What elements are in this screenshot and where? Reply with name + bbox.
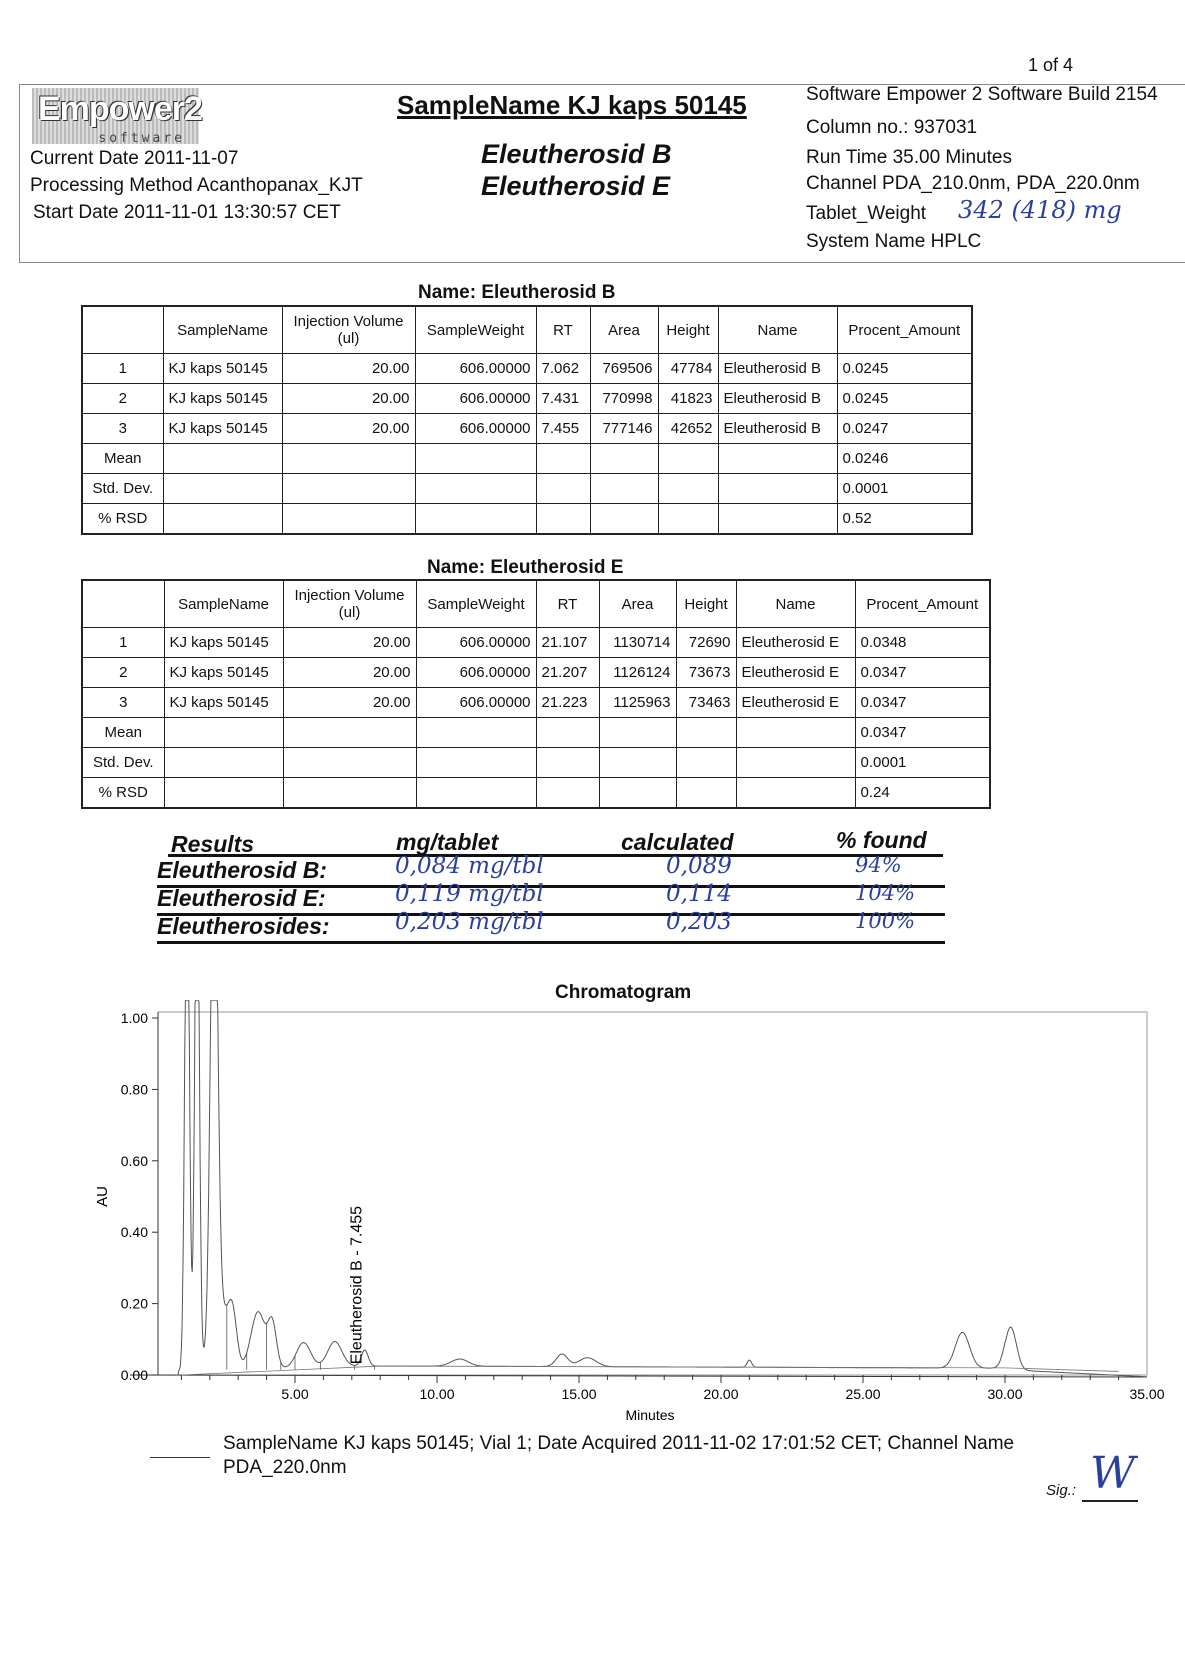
x-tick-label: 25.00 — [845, 1386, 881, 1402]
table-cell: Eleutherosid B — [718, 414, 837, 444]
table-cell: 606.00000 — [415, 384, 536, 414]
empty-cell — [599, 718, 676, 748]
column-header: RT — [536, 306, 590, 354]
table-cell: 7.431 — [536, 384, 590, 414]
empty-cell — [736, 778, 855, 809]
empty-cell — [282, 444, 415, 474]
result-found: 94% — [855, 853, 902, 877]
column-header: Injection Volume (ul) — [283, 580, 416, 628]
empty-cell — [599, 778, 676, 809]
table-cell: 1126124 — [599, 658, 676, 688]
results-table-eleutherosid-b — [81, 305, 973, 535]
empty-cell — [416, 718, 536, 748]
stats-label: Mean — [82, 444, 163, 474]
column-header: Injection Volume (ul) — [282, 306, 415, 354]
y-tick-label: 0.60 — [120, 1152, 148, 1169]
column-header: Area — [590, 306, 658, 354]
signature-mark: W — [1090, 1448, 1136, 1499]
table-row — [82, 384, 972, 414]
table-cell: 2 — [82, 384, 163, 414]
result-label: Eleutherosides: — [157, 913, 330, 939]
compound-e: Eleutherosid E — [481, 171, 671, 201]
table-cell: 3 — [82, 688, 164, 718]
stats-value: 0.52 — [837, 504, 972, 535]
y-tick-label: 0.40 — [120, 1224, 148, 1241]
empty-cell — [590, 444, 658, 474]
result-found: 104% — [855, 881, 916, 905]
empty-cell — [536, 778, 599, 809]
empty-cell — [718, 444, 837, 474]
empty-cell — [415, 504, 536, 535]
stats-row — [82, 444, 972, 474]
processing-method: Processing Method Acanthopanax_KJT — [30, 175, 363, 196]
table-cell: 1 — [82, 628, 164, 658]
x-tick-label: 10.00 — [419, 1386, 455, 1402]
table-cell: 42652 — [658, 414, 718, 444]
result-mg-tablet: 0,084 mg/tbl — [395, 853, 544, 879]
column-header: SampleWeight — [416, 580, 536, 628]
result-calculated: 0,203 — [666, 909, 732, 935]
table-row — [82, 688, 990, 718]
page-indicator: 1 of 4 — [1027, 55, 1073, 75]
stats-value: 0.0001 — [855, 748, 990, 778]
compound-b: Eleutherosid B — [481, 139, 672, 169]
column-header: Name — [736, 580, 855, 628]
empty-cell — [676, 778, 736, 809]
calculated-header: calculated — [621, 829, 734, 855]
table-cell: 47784 — [658, 354, 718, 384]
column-header: SampleWeight — [415, 306, 536, 354]
empower-logo: Empower2 software — [32, 88, 199, 144]
signature-line — [1082, 1500, 1138, 1502]
empty-cell — [536, 504, 590, 535]
empty-cell — [536, 748, 599, 778]
table-cell: 777146 — [590, 414, 658, 444]
empty-cell — [658, 444, 718, 474]
result-calculated: 0,114 — [666, 881, 732, 907]
table-cell: Eleutherosid B — [718, 354, 837, 384]
table-cell: 21.223 — [536, 688, 599, 718]
results-header: Results — [171, 831, 255, 857]
empty-cell — [163, 504, 282, 535]
table-cell: 770998 — [590, 384, 658, 414]
peak-annotation: Eleutherosid B - 7.455 — [348, 1205, 366, 1365]
empty-cell — [416, 748, 536, 778]
empty-cell — [718, 474, 837, 504]
stats-label: % RSD — [82, 504, 163, 535]
table-cell: 0.0245 — [837, 354, 972, 384]
tablet-weight-handwritten: 342 (418) mg — [958, 196, 1122, 224]
y-axis-label: AU — [94, 1186, 111, 1207]
y-tick-label: 0.80 — [120, 1081, 148, 1098]
result-calculated: 0,089 — [666, 853, 732, 879]
table-cell: 7.062 — [536, 354, 590, 384]
table-cell: 606.00000 — [415, 354, 536, 384]
table-cell: KJ kaps 50145 — [163, 414, 282, 444]
column-header: Name — [718, 306, 837, 354]
stats-row — [82, 778, 990, 809]
empty-cell — [718, 504, 837, 535]
x-tick-label: 30.00 — [987, 1386, 1023, 1402]
table-header-row — [82, 306, 972, 354]
table-cell: 0.0348 — [855, 628, 990, 658]
table-row — [82, 658, 990, 688]
result-mg-tablet: 0,119 mg/tbl — [395, 881, 544, 907]
table-cell: 0.0247 — [837, 414, 972, 444]
empty-cell — [590, 474, 658, 504]
column-header: Procent_Amount — [855, 580, 990, 628]
table-cell: KJ kaps 50145 — [163, 354, 282, 384]
empty-cell — [676, 748, 736, 778]
empty-cell — [415, 444, 536, 474]
table-cell: KJ kaps 50145 — [164, 658, 283, 688]
found-header: % found — [836, 827, 927, 853]
stats-row — [82, 718, 990, 748]
chromatogram-trace — [176, 1000, 1147, 1377]
column-header — [82, 580, 164, 628]
table-cell: 73673 — [676, 658, 736, 688]
result-found: 100% — [855, 909, 916, 933]
start-date: Start Date 2011-11-01 13:30:57 CET — [33, 202, 341, 223]
empty-cell — [736, 748, 855, 778]
table-cell: 21.107 — [536, 628, 599, 658]
empty-cell — [283, 748, 416, 778]
table-cell: 1130714 — [599, 628, 676, 658]
column-header: Height — [658, 306, 718, 354]
empty-cell — [282, 474, 415, 504]
empty-cell — [283, 778, 416, 809]
empty-cell — [736, 718, 855, 748]
x-tick-label: 35.00 — [1129, 1386, 1165, 1402]
table-cell: 1 — [82, 354, 163, 384]
x-tick-label: 20.00 — [703, 1386, 739, 1402]
empty-cell — [415, 474, 536, 504]
sample-title: SampleName KJ kaps 50145 — [397, 90, 747, 120]
stats-label: Mean — [82, 718, 164, 748]
column-header: Area — [599, 580, 676, 628]
table-cell: 7.455 — [536, 414, 590, 444]
table-header-row — [82, 580, 990, 628]
table-cell: KJ kaps 50145 — [164, 688, 283, 718]
empty-cell — [536, 718, 599, 748]
result-mg-tablet: 0,203 mg/tbl — [395, 909, 544, 935]
table-cell: 20.00 — [283, 628, 416, 658]
tablet-weight-label: Tablet_Weight — [806, 203, 927, 224]
table-cell: 21.207 — [536, 658, 599, 688]
table-cell: 20.00 — [283, 688, 416, 718]
y-tick-label: 1.00 — [120, 1010, 148, 1026]
table-cell: 2 — [82, 658, 164, 688]
results-table-eleutherosid-e — [81, 579, 991, 809]
empty-cell — [676, 718, 736, 748]
column-header: SampleName — [164, 580, 283, 628]
empty-cell — [164, 778, 283, 809]
empty-cell — [658, 504, 718, 535]
table-cell: 606.00000 — [416, 658, 536, 688]
current-date: Current Date 2011-11-07 — [30, 148, 239, 169]
table-b-title: Name: Eleutherosid B — [418, 282, 616, 303]
column-header: Procent_Amount — [837, 306, 972, 354]
result-divider — [157, 941, 945, 944]
table-row — [82, 414, 972, 444]
empty-cell — [590, 504, 658, 535]
table-cell: 0.0347 — [855, 688, 990, 718]
column-header — [82, 306, 163, 354]
stats-row — [82, 748, 990, 778]
table-cell: 20.00 — [282, 384, 415, 414]
stats-label: % RSD — [82, 778, 164, 809]
stats-value: 0.0347 — [855, 718, 990, 748]
legend-line — [150, 1457, 210, 1458]
table-cell: KJ kaps 50145 — [164, 628, 283, 658]
result-label: Eleutherosid E: — [157, 885, 326, 911]
empty-cell — [163, 474, 282, 504]
empty-cell — [599, 748, 676, 778]
table-cell: 20.00 — [282, 354, 415, 384]
column-header: SampleName — [163, 306, 282, 354]
stats-value: 0.0246 — [837, 444, 972, 474]
empty-cell — [164, 748, 283, 778]
table-cell: 0.0347 — [855, 658, 990, 688]
stats-row — [82, 474, 972, 504]
mg-tablet-header: mg/tablet — [396, 829, 499, 855]
stats-row — [82, 504, 972, 535]
stats-label: Std. Dev. — [82, 748, 164, 778]
software: Software Empower 2 Software Build 2154 — [806, 84, 1158, 105]
integration-baseline — [181, 1366, 1118, 1375]
signature-label: Sig.: — [1046, 1482, 1077, 1499]
y-tick-label: 0.00 — [120, 1367, 148, 1383]
table-cell: KJ kaps 50145 — [163, 384, 282, 414]
empty-cell — [163, 444, 282, 474]
empty-cell — [282, 504, 415, 535]
y-tick-label: 0.20 — [120, 1295, 148, 1312]
empty-cell — [536, 474, 590, 504]
table-cell: 606.00000 — [416, 688, 536, 718]
table-e-title: Name: Eleutherosid E — [427, 557, 624, 578]
stats-label: Std. Dev. — [82, 474, 163, 504]
x-axis-label: Minutes — [625, 1407, 675, 1420]
table-row — [82, 628, 990, 658]
table-cell: 20.00 — [283, 658, 416, 688]
run-time: Run Time 35.00 Minutes — [806, 147, 1012, 168]
table-cell: Eleutherosid E — [736, 628, 855, 658]
column-no: Column no.: 937031 — [806, 117, 978, 138]
system-name: System Name HPLC — [806, 231, 982, 252]
table-cell: 606.00000 — [416, 628, 536, 658]
chart-legend: SampleName KJ kaps 50145; Vial 1; Date Acquired 2011-11-02 17:01:52 CET; Channel Name PDA_220.0nm — [223, 1433, 1015, 1478]
chart-title: Chromatogram — [555, 982, 692, 1003]
stats-value: 0.24 — [855, 778, 990, 809]
table-row — [82, 354, 972, 384]
table-cell: 1125963 — [599, 688, 676, 718]
table-cell: 606.00000 — [415, 414, 536, 444]
empty-cell — [164, 718, 283, 748]
x-tick-label: 5.00 — [281, 1386, 309, 1402]
empty-cell — [658, 474, 718, 504]
chromatogram-chart — [0, 1000, 1185, 1420]
table-cell: Eleutherosid E — [736, 688, 855, 718]
table-cell: 72690 — [676, 628, 736, 658]
empty-cell — [283, 718, 416, 748]
table-cell: 20.00 — [282, 414, 415, 444]
table-cell: 73463 — [676, 688, 736, 718]
table-cell: Eleutherosid E — [736, 658, 855, 688]
stats-value: 0.0001 — [837, 474, 972, 504]
x-tick-label: 15.00 — [561, 1386, 597, 1402]
channel: Channel PDA_210.0nm, PDA_220.0nm — [806, 173, 1140, 194]
table-cell: 769506 — [590, 354, 658, 384]
table-cell: 0.0245 — [837, 384, 972, 414]
table-cell: 3 — [82, 414, 163, 444]
empty-cell — [536, 444, 590, 474]
column-header: RT — [536, 580, 599, 628]
result-label: Eleutherosid B: — [157, 857, 327, 883]
empty-cell — [416, 778, 536, 809]
plot-frame — [158, 1012, 1147, 1375]
table-cell: Eleutherosid B — [718, 384, 837, 414]
column-header: Height — [676, 580, 736, 628]
table-cell: 41823 — [658, 384, 718, 414]
